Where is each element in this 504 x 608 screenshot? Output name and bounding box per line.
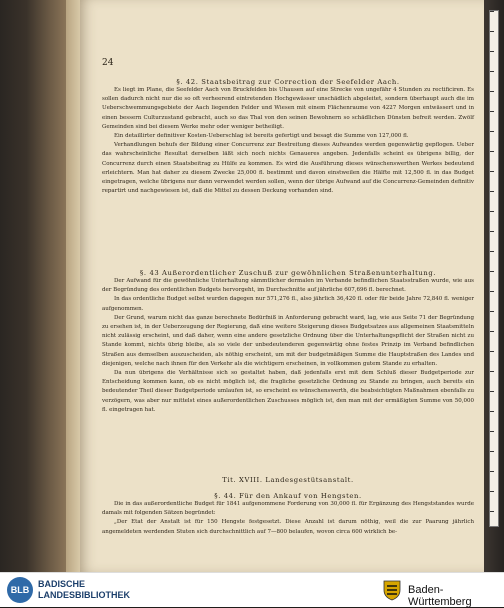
scale-tick	[490, 271, 494, 272]
scale-tick	[490, 51, 494, 52]
paragraph: Die in das außerordentliche Budget für 1841 aufgenommene Forderung von 30,000 fl. für Ergänzung des Hengststandes wurde damals mit folgenden Sätzen begründet:	[102, 501, 474, 517]
section-heading: §. 44. Für den Ankauf von Hengsten.	[214, 492, 362, 500]
scale-tick	[490, 511, 494, 512]
blb-logo-icon[interactable]: BLB	[7, 577, 33, 603]
paragraph: Ein detaillirter definitiver Kosten-Ueberschlag ist bereits gefertigt und besagt die Summe von 127,000 fl.	[114, 133, 409, 140]
scale-tick	[490, 71, 494, 72]
scale-tick	[490, 111, 494, 112]
section-44	[102, 492, 474, 537]
scale-tick	[490, 231, 494, 232]
paragraph: „Der Etat der Anstalt ist für 150 Hengste festgesetzt. Diese Anzahl ist darum nöthig, weil die zur Paarung jährlich angemeldeten werdenden Stuten sich durchschnittlich auf 7—800 belaufen, wovon circa 600 wirklich be-	[102, 519, 474, 535]
scale-tick	[490, 491, 494, 492]
scale-tick	[490, 371, 494, 372]
footer-bar	[0, 572, 504, 607]
scale-tick	[490, 251, 494, 252]
scale-tick	[490, 411, 494, 412]
scale-tick	[490, 131, 494, 132]
scale-tick	[490, 471, 494, 472]
paragraph: Da nun übrigens die Verhältnisse sich so gestaltet haben, daß jedenfalls erst mit dem Schluß dieser Budgetperiode zur Entscheidung kommen kann, ob es nicht möglich ist, die fragliche gesetzliche Ordnung zu Stande zu bringen, auch bereits ein bedeutender Theil dieser Budgetperiode umlaufen ist, so erscheint es wünschenswerth, die beabsichtigten Maßnahmen ebenfalls zu verzögern, was aber nur mittelst eines außerordentlichen Zuschusses möglich ist, den man mit der ermäßigten Summe von 50,000 fl. eingetragen hat.	[102, 370, 474, 413]
scale-tick	[490, 191, 494, 192]
section-heading: §. 43 Außerordentlicher Zuschuß zur gewöhnlichen Straßenunterhaltung.	[139, 269, 437, 277]
scale-tick	[490, 451, 494, 452]
scale-tick	[490, 211, 494, 212]
section-42	[102, 78, 474, 196]
title-xviii	[102, 476, 474, 484]
paragraph: Es liegt im Plane, die Seefelder Aach von Bruckfelden bis Uhausen auf eine Strecke von ungefähr 4 Stunden zu rectificiren. Es sollen dadurch nicht nur die so oft verheerend eintretenden Hochgewässer unschädlich abgeleitet, sondern überhaupt auch die im Ueberschwemmungsgebiete der Aach liegenden Felder und Wiesen mit einem Flächenraume von 4227 Morgen entwässert und in einen bessern Culturzustand gebracht, auch so das Thal von den seinen Bewohnern so schädlichen Dünsten befreit werden. Zwölf Gemeinden sind bei diesem Werke mehr oder weniger betheiligt.	[102, 87, 474, 130]
scale-tick	[490, 351, 494, 352]
bw-name[interactable]: Baden-Württemberg	[408, 584, 472, 608]
scale-tick	[490, 31, 494, 32]
scale-tick	[490, 11, 494, 12]
scale-tick	[490, 151, 494, 152]
page-number: 24	[102, 58, 114, 68]
scale-tick	[490, 91, 494, 92]
paragraph: Der Aufwand für die gewöhnliche Unterhaltung sämmtlicher dermalen im Verbande befindlichen Staatsstraßen wurde, wie aus der Begründung des ordentlichen Budgets hervorgeht, im Durchschnitte auf jährliche 607,696 fl. berechnet.	[102, 278, 474, 294]
title-heading: Tit. XVIII. Landesgestütsanstalt.	[222, 476, 354, 484]
bw-crest-icon[interactable]	[380, 578, 404, 602]
scale-tick	[490, 431, 494, 432]
blb-name-line1: BADISCHE	[38, 579, 86, 589]
paragraph: Der Grund, warum nicht das ganze berechnete Bedürfniß in Anforderung gebracht ward, lag, wie aus Seite 71 der Begründung zu ersehen ist, in der Ueberzeugung der Regierung, daß eine weitere Steigerung dieses Budgetsatzes aus allgemeinen Staatsmitteln nicht zulässig erscheint, und daß daher, wenn eine andere gesetzliche Ordnung über die Unterhaltungspflicht der Straßen nicht zu Stande kommt, nichts übrig bleibe, als so viele der unbedeutenderen gegenwärtig ohne festes Prinzip im Verband befindlichen Straßen aus demselben auszuscheiden, als nöthig erscheint, um mit der budgetmäßigen Summe die Hauptstraßen des Landes und diejenigen, welche nach ihnen für den Verkehr als die wichtigern erscheinen, in vollkommen gutem Stande zu erhalten.	[102, 314, 474, 367]
book-binding	[0, 0, 66, 572]
scale-tick	[490, 331, 494, 332]
section-heading: §. 42. Staatsbeitrag zur Correction der Seefelder Aach.	[176, 78, 400, 86]
page-gutter	[66, 0, 80, 572]
scale-tick	[490, 311, 494, 312]
blb-name[interactable]	[38, 579, 130, 601]
scale-tick	[490, 291, 494, 292]
book-page	[80, 0, 484, 572]
section-43	[102, 269, 474, 415]
scale-tick	[490, 391, 494, 392]
blb-name-line2: LANDESBIBLIOTHEK	[38, 590, 130, 600]
scale-tick	[490, 171, 494, 172]
paragraph: In das ordentliche Budget selbst wurden dagegen nur 571,276 fl., also jährlich 36,420 fl. oder für beide Jahre 72,840 fl. weniger aufgenommen.	[102, 296, 474, 312]
paragraph: Verhandlungen behufs der Bildung einer Concurrenz zur Bestreitung dieses Aufwandes werden gegenwärtig gepflogen. Ueber das wahrscheinliche Resultat derselben läßt sich noch nichts Genaueres angeben. Jedenfalls scheint es übrigens billig, der Concurrenz durch einen Staatsbeitrag zu Hülfe zu kommen. Es wird die Ausführung dieses wünschenswerthen Werkes bedeutend erleichtern. Man hat daher zu diesem Zwecke 25,000 fl. bestimmt und davon einstweilen die Hälfte mit 12,500 fl. in das Budget eingetragen, welche übrigens nur dann verwendet werden sollen, wenn der übrige Aufwand auf die Concurrenz-Gemeinden definitiv repartirt und nachgewiesen ist, daß die Mittel zu dessen Deckung vorhanden sind.	[102, 142, 474, 195]
color-scale-bar	[489, 10, 499, 527]
